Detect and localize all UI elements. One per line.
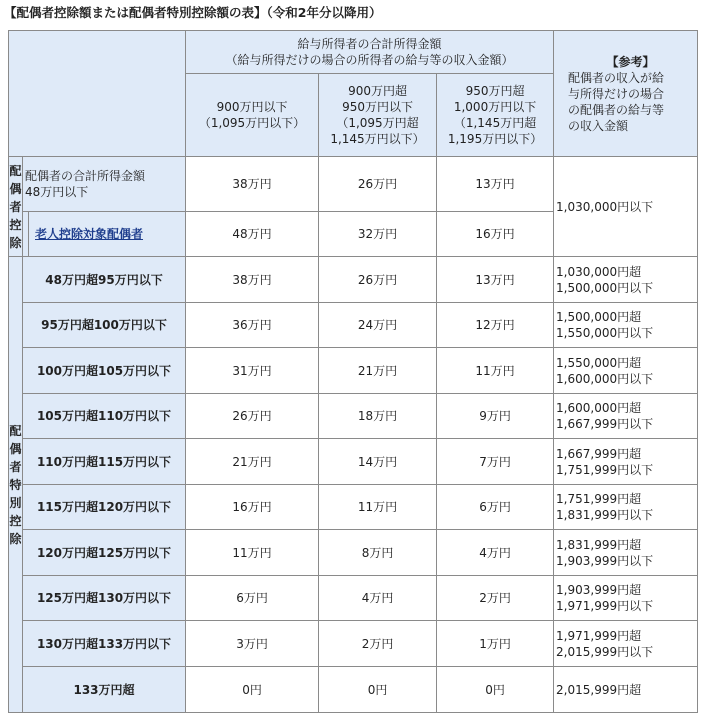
header-income-line1: 給与所得者の合計所得金額 [297,37,442,51]
side-char: 偶 [9,441,22,456]
side-char: 除 [9,235,22,250]
value-cell: 24万円 [319,303,437,348]
value-cell: 0円 [319,667,437,713]
row-label: 100万円超105万円以下 [23,348,186,394]
ref-line: の収入金額 [568,118,629,133]
value-cell: 21万円 [319,348,437,394]
value-cell: 2万円 [437,576,554,621]
header-col-2 [319,74,437,157]
income-line: 1,030,000円超 [556,264,642,279]
income-line: 1,667,999円超 [556,446,642,461]
value-cell: 8万円 [319,530,437,576]
side-label-haigusha-kojo [9,157,23,257]
value-cell: 6万円 [186,576,319,621]
row-label: 120万円超125万円以下 [23,530,186,576]
value-cell: 9万円 [437,394,554,439]
header-col-1-line: 900万円以下 [216,100,288,114]
value-cell: 1万円 [437,621,554,667]
side-char: 配 [9,423,22,438]
side-char: 別 [9,495,22,510]
income-cell [554,394,698,439]
value-cell: 4万円 [437,530,554,576]
header-col-1-line: （1,095万円以下） [198,116,306,130]
header-col-2-line: 900万円超 [348,84,407,98]
value-cell: 14万円 [319,439,437,485]
ref-line: 配偶者の収入が給 [568,70,665,85]
income-line: 1,903,999円以下 [556,553,654,568]
income-cell [554,485,698,530]
row-label: 110万円超115万円以下 [23,439,186,485]
income-line: 1,550,000円以下 [556,326,654,340]
row-label: 48万円超95万円以下 [23,257,186,303]
row-label-spouse-income [23,157,186,212]
value-cell: 0円 [186,667,319,713]
income-cell [554,530,698,576]
income-line: 1,667,999円以下 [556,417,654,431]
income-line: 1,500,000円以下 [556,280,654,295]
value-cell: 4万円 [319,576,437,621]
value-cell: 36万円 [186,303,319,348]
header-income-line2: （給与所得だけの場合の所得者の給与等の収入金額） [225,53,514,67]
value-cell: 38万円 [186,157,319,212]
row-label: 125万円超130万円以下 [23,576,186,621]
header-col-3-line: 1,195万円以下） [447,132,543,146]
value-cell: 26万円 [319,257,437,303]
income-line: 1,600,000円以下 [556,371,654,386]
value-cell: 12万円 [437,303,554,348]
row-label: 115万円超120万円以下 [23,485,186,530]
value-cell: 26万円 [186,394,319,439]
income-line: 1,831,999円超 [556,537,642,552]
value-cell: 21万円 [186,439,319,485]
income-line: 1,831,999円以下 [556,508,654,522]
income-cell [554,439,698,485]
row-label: 95万円超100万円以下 [23,303,186,348]
row-label-line: 48万円以下 [25,185,89,199]
income-cell [554,621,698,667]
value-cell: 48万円 [186,212,319,257]
income-line: 2,015,999円以下 [556,644,654,659]
income-cell [554,348,698,394]
income-cell [554,576,698,621]
income-cell [554,257,698,303]
income-line: 1,971,999円以下 [556,599,654,613]
value-cell: 0円 [437,667,554,713]
page-title: 【配偶者控除額または配偶者特別控除額の表】（令和2年分以降用） [4,5,382,20]
income-cell: 1,030,000円以下 [554,157,698,257]
header-col-2-line: 950万円以下 [342,100,413,114]
value-cell: 16万円 [437,212,554,257]
row-label: 105万円超110万円以下 [23,394,186,439]
side-char: 者 [9,199,22,214]
header-col-3-line: （1,145万円超 [453,116,537,130]
value-cell: 13万円 [437,157,554,212]
side-char: 特 [9,477,22,492]
value-cell: 6万円 [437,485,554,530]
income-line: 1,550,000円超 [556,355,642,370]
side-char: 控 [9,513,22,528]
ref-line: の配偶者の給与等 [568,102,665,117]
income-line: 1,971,999円超 [556,628,642,643]
income-line: 1,600,000円超 [556,401,642,415]
row-label-line: 配偶者の合計所得金額 [25,169,146,183]
value-cell: 16万円 [186,485,319,530]
side-char: 除 [9,531,22,546]
header-col-3-line: 950万円超 [465,84,525,98]
value-cell: 11万円 [437,348,554,394]
header-col-1 [186,74,319,157]
row-label: 130万円超133万円以下 [23,621,186,667]
value-cell: 13万円 [437,257,554,303]
value-cell: 18万円 [319,394,437,439]
income-line: 1,903,999円超 [556,583,642,597]
value-cell: 32万円 [319,212,437,257]
value-cell: 11万円 [319,485,437,530]
value-cell: 26万円 [319,157,437,212]
side-char: 者 [9,459,22,474]
side-char: 配 [9,163,22,178]
row-label-elderly-spouse-cell [29,212,186,257]
side-char: 偶 [9,181,22,196]
header-col-2-line: （1,095万円超 [336,116,419,130]
row-label: 133万円超 [23,667,186,713]
value-cell: 38万円 [186,257,319,303]
elderly-spouse-link[interactable]: 老人控除対象配偶者 [35,227,144,241]
value-cell: 11万円 [186,530,319,576]
value-cell: 7万円 [437,439,554,485]
value-cell: 2万円 [319,621,437,667]
value-cell: 3万円 [186,621,319,667]
side-char: 控 [9,217,22,232]
side-label-tokubetsu-kojo [9,257,23,713]
value-cell: 31万円 [186,348,319,394]
income-line: 1,751,999円超 [556,492,642,506]
income-cell [554,303,698,348]
header-col-3 [437,74,554,157]
header-income-title [186,31,554,74]
header-col-2-line: 1,145万円以下） [330,132,425,146]
income-line: 1,751,999円以下 [556,462,654,477]
income-line: 1,500,000円超 [556,310,642,324]
income-cell: 2,015,999円超 [554,667,698,713]
ref-line: 与所得だけの場合 [568,86,665,101]
deduction-table [8,30,698,713]
ref-line: 【参考】 [606,54,655,69]
header-col-3-line: 1,000万円以下 [453,100,537,114]
header-corner [9,31,186,157]
header-reference [554,31,698,157]
